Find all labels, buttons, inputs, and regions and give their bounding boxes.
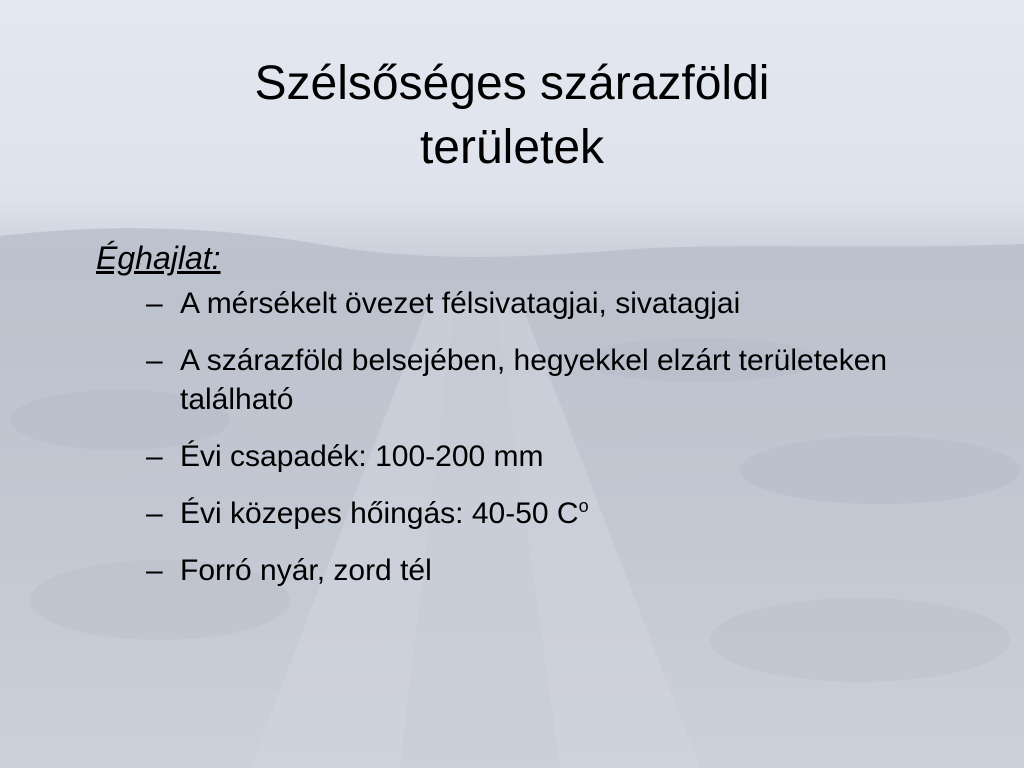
bullet-dash: – (146, 497, 163, 530)
bullet-item (96, 494, 956, 533)
bullet-item (96, 284, 956, 323)
section-heading: Éghajlat: (96, 240, 221, 276)
bullet-dash: – (146, 440, 163, 473)
bullet-text: Évi közepes hőingás: 40-50 C (180, 497, 579, 530)
slide-title (100, 52, 924, 180)
bullet-item (96, 437, 956, 476)
bullet-dash: – (146, 287, 163, 320)
slide-content (96, 238, 956, 608)
bullet-text: Évi csapadék: 100-200 mm (180, 440, 544, 473)
bullet-item (96, 341, 956, 419)
slide-title-line-1: Szélsőséges szárazföldi (254, 57, 770, 110)
bullet-list (96, 284, 956, 590)
degree-superscript: o (578, 496, 589, 516)
slide-title-line-2: területek (419, 121, 605, 174)
bullet-dash: – (146, 554, 163, 587)
bullet-item (96, 551, 956, 590)
bullet-text: A mérsékelt övezet félsivatagjai, sivatagjai (180, 287, 741, 320)
bullet-text: Forró nyár, zord tél (180, 554, 432, 587)
bullet-text: A szárazföld belsejében, hegyekkel elzárt területeken található (180, 344, 888, 416)
bullet-dash: – (146, 344, 163, 377)
